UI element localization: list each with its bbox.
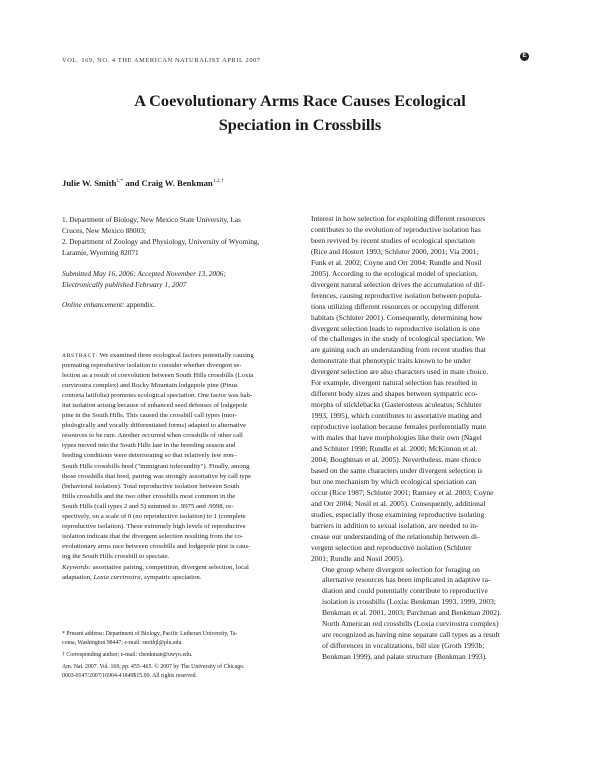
abstract-line: contorta latifolia) promotes ecological speciation. One factor was hab-	[62, 392, 253, 400]
abstract-line: isolation indicate that the divergent selection resulting from the co-	[62, 532, 244, 540]
affiliation-line: Cruces, New Mexico 88003;	[62, 226, 146, 235]
abstract-line: phologically and vocally differentiated forms) adapted to alternative	[62, 422, 247, 430]
abstract-line: ABSTRACT: We examined three ecological factors potentially causing	[62, 352, 254, 359]
abstract-line: South Hills (call types 2 and 5) summed to .9975 and .9998, re-	[62, 502, 234, 510]
online-enhancement	[62, 299, 298, 310]
abstract-line: itat isolation arising because of enhanced seed defenses of lodgepole	[62, 402, 248, 410]
running-head: VOL. 169, NO. 4 THE AMERICAN NATURALIST APRIL 2007	[62, 57, 261, 64]
body-paragraph: Interest in how selection for exploiting different resources contributes to the evolution of reproductive isolation has been revived by recent studies of ecological speciation (Rice and Hostert 1993; Schluter 2000, 2001; Via 2001; Funk et al. 2002; Coyne and Orr 2004; Rundle and Nosil 2005). According to the ecological model of speciation, divergent natural selection drives the accumulation of dif- ferences, causing reproductive isolation between popula- tions utilizing different resources or occupying different habitats (Schluter 2001). Consequently, determining how divergent selection leads to reproductive isolation is one of the challenges in the study of ecological speciation. We are gaining such an understanding from recent studies that demonstrate that phenotypic traits known to be under divergent selection are also characters used in mate choice. For example, divergent natural selection has resulted in different body sizes and shapes between sympatric eco- morphs of sticklebacks (Gasterosteus aculeatus; Schluter 1993, 1995), which contributes to assortative mating and reproductive isolation because females preferentially mate with males that have morphologies like their own (Nagel and Schluter 1998; Rundle et al. 2000; McKinnon et al. 2004; Boughman et al. 2005). Nevertheless, mate choice based on the same characters under divergent selection is but one mechanism by which ecological speciation can occur (Rice 1987; Schluter 2001; Ramsey et al. 2003; Coyne and Orr 2004; Nosil et al. 2005). Consequently, additional studies, especially those examining reproductive isolating barriers in addition to sexual isolation, are needed to in- crease our understanding of the relationship between di- vergent selection and reproductive isolation (Schluter 2001; Rundle and Nosil 2005).	[311, 214, 494, 563]
affiliation-line: 1. Department of Biology, New Mexico State University, Las	[62, 215, 241, 224]
author-superscript: 1,2,†	[212, 178, 224, 185]
dates-line: Submitted May 16, 2006; Accepted November 13, 2006;	[62, 269, 226, 278]
keywords-label: Keywords:	[62, 564, 91, 571]
abstract-line: spectively, on a scale of 0 (no reproductive isolation) to 1 (complete	[62, 512, 246, 520]
abstract-line: resources to be rare. Another occurred when crossbills of other call	[62, 432, 243, 440]
enhancement-logo-icon: E	[520, 52, 529, 61]
dates-line: Electronically published February 1, 2007	[62, 280, 187, 289]
abstract-line: pine in the South Hills. This caused the crossbill call types (mor-	[62, 412, 237, 420]
online-enhancement-label: Online enhancement:	[62, 300, 125, 309]
article-title-line-1: A Coevolutionary Arms Race Causes Ecological	[134, 91, 466, 110]
footnote-corresponding-author: † Corresponding author; e-mail: cbenkman@uwyo.edu.	[62, 652, 193, 659]
affiliations	[62, 214, 298, 258]
abstract-line: ing the South Hills crossbill to speciate.	[62, 552, 170, 560]
author-superscript: 1,*	[116, 178, 124, 185]
author-connector: and	[123, 178, 142, 188]
affiliation-line: Laramie, Wyoming 82071	[62, 248, 139, 257]
body-paragraph: One group where divergent selection for foraging on alternative resources has been implicated in adaptive ra- diation and could potentially contribute to reproductive isolation is crossbills (Loxia: Benkman 1993, 1999, 2003; Benkman et al. 2001, 2003; Parchman and Benkman 2002). North American red crossbills (Loxia curvirostra complex) are recognized as having nine separate call types as a result of differences in vocalizations, bill size (Groth 1993b; Benkman 1999), and palate structure (Benkman 1993).	[322, 564, 502, 662]
author-list	[62, 178, 224, 188]
author-name: Julie W. Smith	[62, 178, 117, 188]
affiliation-line: 2. Department of Zoology and Physiology, University of Wyoming,	[62, 237, 260, 246]
article-title-line-2: Speciation in Crossbills	[218, 115, 382, 134]
abstract-line: Hills crossbills and the two other crossbills most common in the	[62, 492, 236, 500]
keywords-line: adaptation, Loxia curvirostra, sympatric speciation.	[62, 574, 202, 582]
abstract-line: South Hills crossbills bred ("immigrant infecundity"). Finally, among	[62, 462, 250, 470]
keywords-line: Keywords: assortative pairing, competition, divergent selection, local	[62, 564, 249, 571]
submission-dates	[62, 268, 298, 290]
abstract	[62, 351, 299, 562]
abstract-line: premating reproductive isolation to consider whether divergent se-	[62, 362, 242, 370]
footnote-present-address: * Present address: Department of Biology, Pacific Lutheran University, Ta- coma, Washington 98447; e-mail: smithjl@plu.edu.	[62, 631, 238, 647]
author-name: Craig W. Benkman	[141, 178, 213, 188]
abstract-line: reproductive isolation). These extremely high levels of reproductive	[62, 522, 246, 530]
abstract-line: (behavioral isolation). Total reproductive isolation between South	[62, 482, 240, 490]
abstract-heading: ABSTRACT:	[62, 353, 98, 359]
online-enhancement-value: appendix.	[124, 300, 156, 309]
abstract-line: evolutionary arms race between crossbills and lodgepole pine is caus-	[62, 542, 251, 550]
footnote-citation: Am. Nat. 2007. Vol. 169, pp. 455–465. © 2007 by The University of Chicago. 0003-0147/2007/16904-41849$15.00. All rights reserved.	[62, 664, 245, 680]
abstract-line: feeding conditions were deteriorating so that relatively few non–	[62, 452, 237, 460]
abstract-line: lection as a result of coevolution between South Hills crossbills (Loxia	[62, 372, 254, 380]
keywords	[62, 563, 298, 583]
body-text-column	[311, 214, 540, 663]
footnotes	[62, 630, 299, 684]
abstract-line: those crossbills that bred, pairing was strongly assortative by call type	[62, 472, 252, 480]
abstract-line: types moved into the South Hills late in the breeding season and	[62, 442, 236, 450]
abstract-line: curvirostra complex) and Rocky Mountain lodgepole pine (Pinus	[62, 382, 238, 390]
